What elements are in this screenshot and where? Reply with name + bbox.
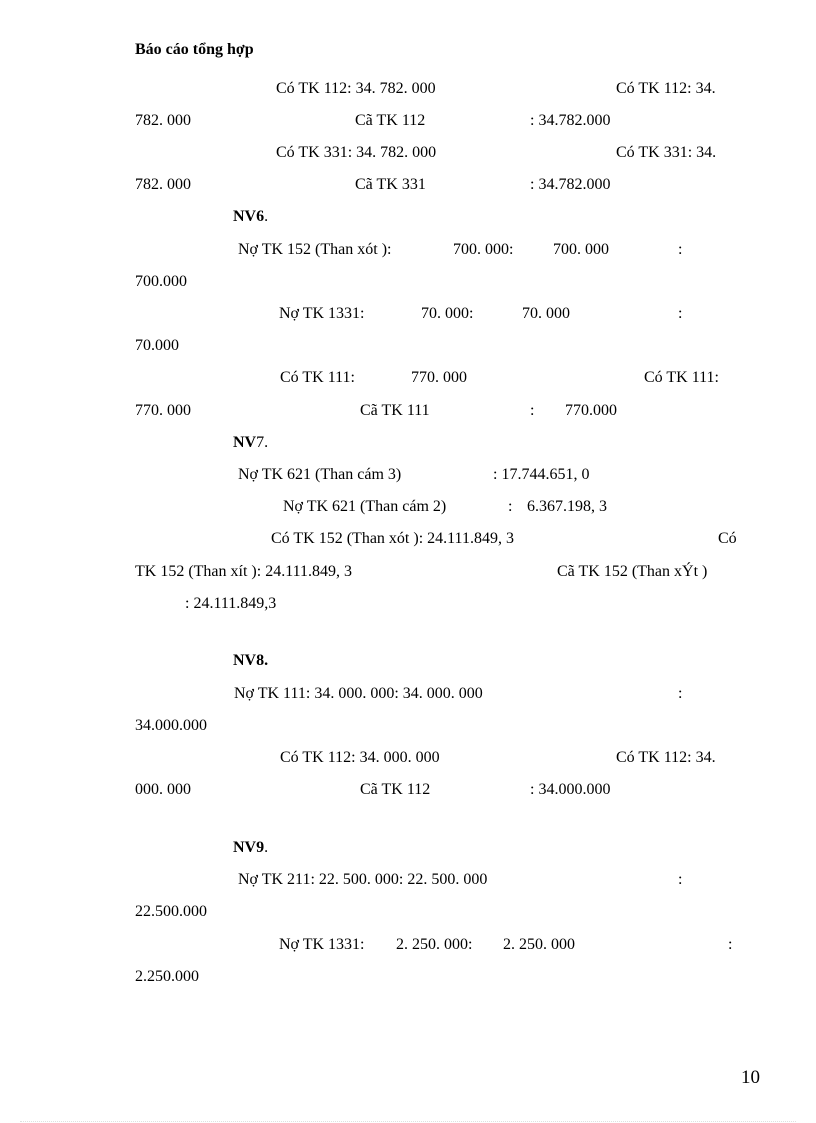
text-line: 770.000: [565, 402, 617, 419]
text-line: : 34.000.000: [530, 781, 611, 798]
section-heading: NV8.: [233, 652, 269, 669]
text-line: Cã TK 331: [355, 176, 426, 193]
text-line: :: [678, 241, 683, 258]
text-line: 2. 250. 000: [503, 936, 575, 953]
text-line: TK 152 (Than xít ): 24.111.849, 3: [135, 563, 353, 580]
text-line: Nợ TK 111: 34. 000. 000: 34. 000. 000: [234, 685, 483, 702]
section-heading: NV7.: [233, 434, 269, 451]
text-line: :: [728, 936, 733, 953]
text-line: : 24.111.849,3: [185, 595, 277, 612]
text-line: : 34.782.000: [530, 112, 611, 129]
text-line: Có: [718, 530, 737, 547]
text-line: 700.000: [135, 273, 187, 290]
page-bottom-divider: [20, 1121, 796, 1122]
text-line: Có TK 152 (Than xót ): 24.111.849, 3: [271, 530, 514, 547]
section-heading: NV9.: [233, 839, 269, 856]
text-line: 2. 250. 000:: [396, 936, 473, 953]
text-line: 782. 000: [135, 176, 191, 193]
text-line: Có TK 111:: [644, 369, 719, 386]
text-line: 22.500.000: [135, 903, 207, 920]
text-line: 770. 000: [135, 402, 191, 419]
text-line: Nợ TK 1331:: [279, 305, 365, 322]
text-line: Có TK 111:: [280, 369, 355, 386]
text-line: 782. 000: [135, 112, 191, 129]
text-line: Có TK 331: 34. 782. 000: [276, 144, 437, 161]
text-line: 6.367.198, 3: [527, 498, 607, 515]
text-line: Nợ TK 211: 22. 500. 000: 22. 500. 000: [238, 871, 488, 888]
text-line: 70. 000:: [421, 305, 474, 322]
text-line: Có TK 112: 34.: [616, 80, 716, 97]
text-line: Nợ TK 621 (Than cám 3): [238, 466, 402, 483]
text-line: Nợ TK 152 (Than xót ):: [238, 241, 392, 258]
text-line: Có TK 112: 34. 782. 000: [276, 80, 436, 97]
text-line: Có TK 331: 34.: [616, 144, 717, 161]
page-title: Báo cáo tổng hợp: [135, 41, 254, 58]
text-line: :: [678, 685, 683, 702]
page-number: 10: [741, 1067, 760, 1088]
text-line: :: [678, 871, 683, 888]
text-line: 2.250.000: [135, 968, 199, 985]
text-line: Cã TK 152 (Than xÝt ): [557, 563, 708, 580]
text-line: 770. 000: [411, 369, 467, 386]
text-line: Cã TK 112: [355, 112, 426, 129]
text-line: Có TK 112: 34.: [616, 749, 716, 766]
text-line: Cã TK 111: [360, 402, 430, 419]
text-line: : 17.744.651, 0: [493, 466, 590, 483]
text-line: : 34.782.000: [530, 176, 611, 193]
text-line: Có TK 112: 34. 000. 000: [280, 749, 440, 766]
text-line: 34.000.000: [135, 717, 207, 734]
text-line: 700. 000:: [453, 241, 514, 258]
text-line: 70.000: [135, 337, 179, 354]
text-line: 000. 000: [135, 781, 191, 798]
text-line: :: [678, 305, 683, 322]
text-line: Nợ TK 1331:: [279, 936, 365, 953]
text-line: 700. 000: [553, 241, 609, 258]
text-line: :: [530, 402, 535, 419]
text-line: Nợ TK 621 (Than cám 2): [283, 498, 447, 515]
section-heading: NV6.: [233, 208, 269, 225]
text-line: :: [508, 498, 513, 515]
text-line: Cã TK 112: [360, 781, 431, 798]
text-line: 70. 000: [522, 305, 570, 322]
